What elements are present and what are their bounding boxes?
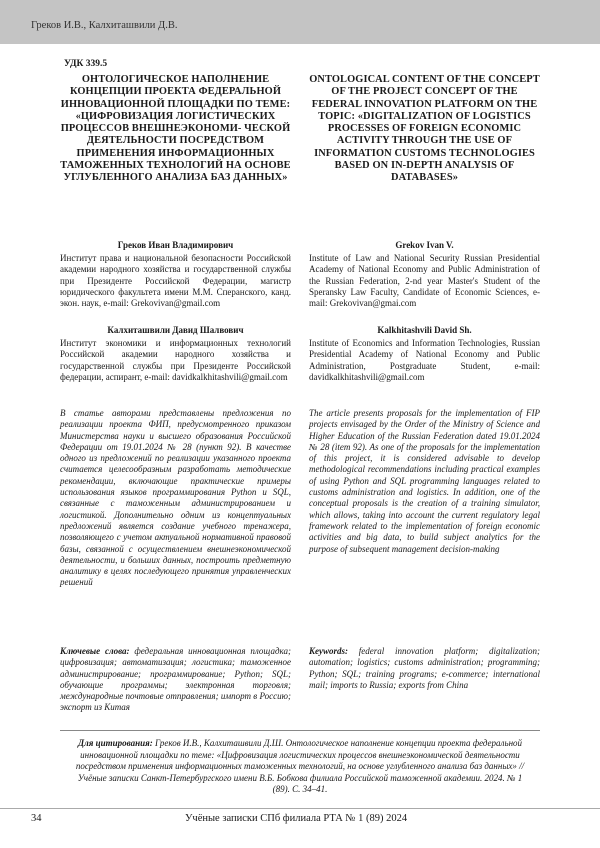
author2-affiliation-en: Institute of Economics and Information Technologies, Russian Presidential Academy of National Economy and Public Administration, Postgraduate Student, e-mail: davidkalkhitashvili@gmail.com bbox=[309, 338, 540, 382]
abstract-en: The article presents proposals for the implementation of FIP projects envisaged by the Order of the Ministry of Science and Higher Education of the Russian Federation dated 19.01.2024 № 28 (item 92). As one of the proposals for the implementation of this project, it is considered advisable to develop methodological recommendations including practical examples of using Python and SQL programming languages related to customs administration and logistics. In addition, one of the conceptual proposals is the creation of a training simulator, which allows, taking into account the current regulatory legal framework related to the implementation of foreign economic activities and big data, to build subject analytics for the purpose of subsequent management decision-making bbox=[309, 408, 540, 554]
keywords-ru bbox=[60, 646, 291, 714]
author1-name-ru: Греков Иван Владимирович bbox=[117, 240, 234, 250]
keywords-en bbox=[309, 646, 540, 691]
udk-code: УДК 339.5 bbox=[64, 59, 108, 69]
citation-label: Для цитирования: bbox=[77, 738, 153, 748]
citation-block bbox=[72, 738, 528, 796]
abstract-ru: В статье авторами представлены предложения по реализации проекта ФИП, предусмотренного приказом Министерства науки и высшего образования Российской Федерации от 19.01.2024 № 28 (пункт 92). В качестве одного из предложений по реализации указанного проекта считается целесообразным разработать методические рекомендации, включающие практические примеры использования языков программирования Python и SQL, связанные с таможенным администрированием и логистикой. Дополнительно одним из концептуальных предложений является создание учебного тренажера, позволяющего с учетом актуальной нормативной правовой базы, связанной с осуществлением внешнеэкономической деятельности, и больших данных, построить предметную аналитику в целях последующего принятия управленческих решений bbox=[60, 408, 291, 588]
author2-name-ru: Калхиташвили Давид Шалвович bbox=[107, 325, 244, 335]
article-title-ru: ОНТОЛОГИЧЕСКОЕ НАПОЛНЕНИЕ КОНЦЕПЦИИ ПРОЕКТА ФЕДЕРАЛЬНОЙ ИННОВАЦИОННОЙ ПЛОЩАДКИ ПО ТЕМЕ: «ЦИФРОВИЗАЦИЯ ЛОГИСТИЧЕСКИХ ПРОЦЕССОВ ВНЕШНЕЭКОНОМИ- ЧЕСКОЙ ДЕЯТЕЛЬНОСТИ ПОСРЕДСТВОМ ПРИМЕНЕНИЯ ИНФОРМАЦИОННЫХ ТАМОЖЕННЫХ ТЕХНОЛОГИЙ НА ОСНОВЕ УГЛУБЛЕННОГО АНАЛИЗА БАЗ ДАННЫХ» bbox=[60, 74, 291, 184]
keywords-ru-text: федеральная инновационная площадка; цифровизация; автоматизация; логистика; таможенное администрирование; программирование; Python; SQL; обучающие программы; электронная торговля; международные почтовые отправления; импорт в Россию; экспорт из Китая bbox=[60, 646, 291, 713]
keywords-en-label: Keywords: bbox=[309, 646, 348, 656]
keywords-en-text: federal innovation platform; digitalization; automation; logistics; customs administration; programming; Python; SQL; training programs; e-commerce; international mail; imports to Russia; exports from China bbox=[309, 646, 540, 690]
running-header-authors: Греков И.В., Калхиташвили Д.В. bbox=[31, 20, 178, 31]
citation-divider bbox=[60, 730, 540, 731]
author1-name-en: Grekov Ivan V. bbox=[395, 240, 454, 250]
author1-affiliation-en: Institute of Law and National Security Russian Presidential Academy of National Economy and Public Administration of the Russian Federation, 2-nd year Master's Student of the Speransky Law Faculty, Candidate of Economic Sciences, e-mail: Grekovivan@gmai.com bbox=[309, 253, 540, 309]
keywords-ru-label: Ключевые слова: bbox=[60, 646, 130, 656]
article-title-en: ONTOLOGICAL CONTENT OF THE CONCEPT OF THE PROJECT CONCEPT OF THE FEDERAL INNOVATION PLATFORM ON THE TOPIC: «DIGITALIZATION OF LOGISTICS PROCESSES OF FOREIGN ECONOMIC ACTIVITY THROUGH THE USE OF INFORMATION CUSTOMS TECHNOLOGIES BASED ON IN-DEPTH ANALYSIS OF DATABASES» bbox=[309, 74, 540, 184]
author1-affiliation-ru: Институт права и национальной безопасности Российской академии народного хозяйства и государственной службы при Президенте Российской Федерации, магистр юридического факультета имени М.М. Сперанского, канд. экон. наук, e-mail: Grekovivan@gmail.com bbox=[60, 253, 291, 309]
journal-footer: Учёные записки СПб филиала РТА № 1 (89) 2024 bbox=[185, 813, 408, 824]
author2-name-en: Kalkhitashvili David Sh. bbox=[377, 325, 472, 335]
footer-divider bbox=[0, 808, 600, 809]
page-number: 34 bbox=[31, 813, 42, 824]
citation-text: Греков И.В., Калхиташвили Д.Ш. Онтологическое наполнение концепции проекта федеральной инновационной площадки по теме: «Цифровизация логистических процессов внешнеэкономической деятельности посредством применения информационных таможенных технологий, на основе углубленного анализа баз данных» // Учёные записки Санкт-Петербургского имени В.Б. Бобкова филиала Российской таможенной академии. 2024. № 1 (89). С. 34–41. bbox=[75, 738, 525, 795]
author2-affiliation-ru: Институт экономики и информационных технологий Российской академии народного хозяйства и государственной службы при Президенте Российской федерации, аспирант, e-mail: davidkalkhitashvili@gmail.com bbox=[60, 338, 291, 382]
